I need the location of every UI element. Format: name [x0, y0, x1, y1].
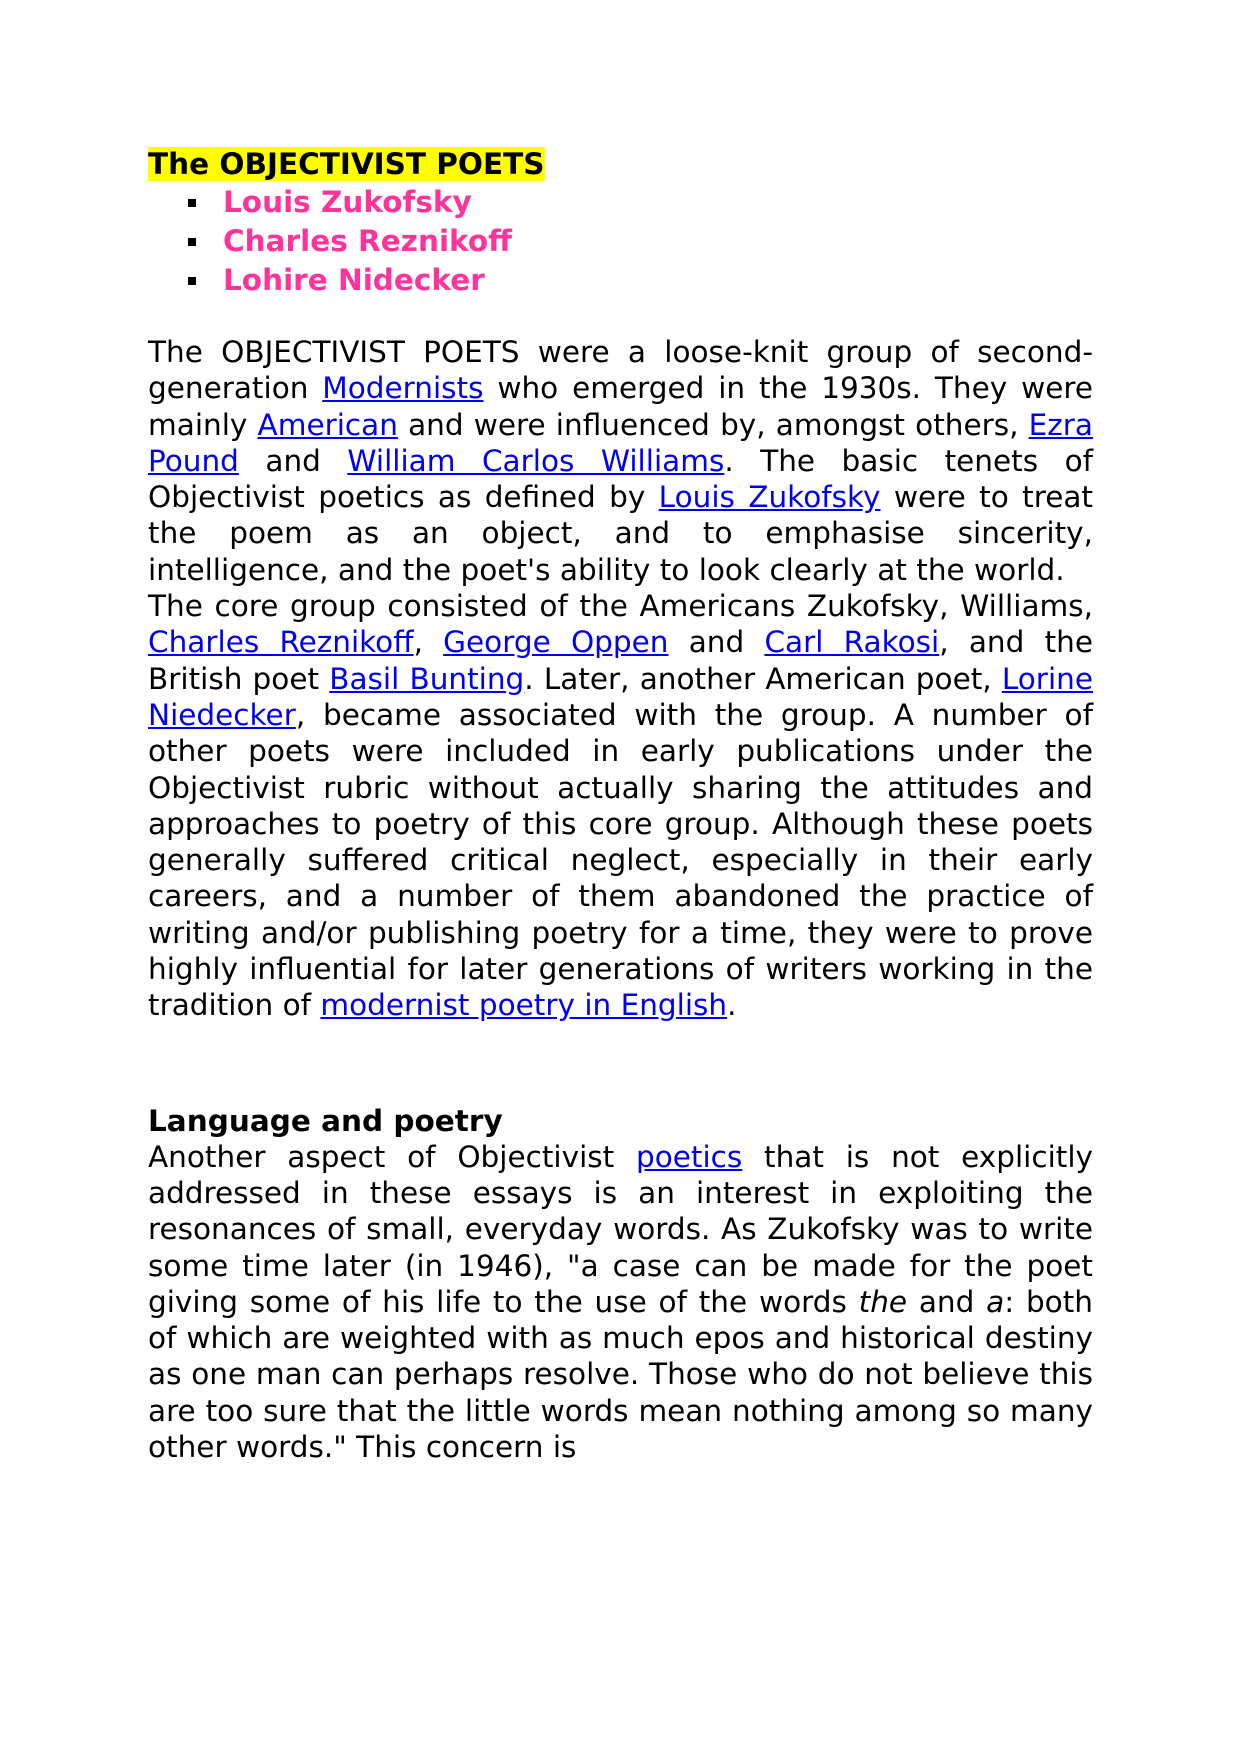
document-page	[148, 146, 1093, 1465]
link-william-carlos-williams[interactable]: William Carlos Williams	[347, 443, 725, 478]
text-run: were to treat the poem as an object, and to emphasise sincerity, intelligence, and the poet's ability to look clearly at the world.	[148, 480, 1093, 587]
text-run: .	[727, 988, 737, 1023]
section-heading: Language and poetry	[148, 1103, 503, 1138]
core-group-paragraph	[148, 588, 1093, 1024]
poet-name: Louis Zukofsky	[223, 185, 472, 219]
italic-word: a	[986, 1284, 1005, 1319]
document-title	[148, 146, 1093, 183]
text-run: and	[238, 443, 348, 478]
link-george-oppen[interactable]: George Oppen	[443, 625, 669, 660]
link-ezra-pound[interactable]: Ezra Pound	[148, 407, 1093, 478]
list-item	[188, 222, 1093, 261]
link-basil-bunting[interactable]: Basil Bunting	[329, 661, 525, 696]
text-run: and	[668, 625, 765, 660]
text-run: The OBJECTIVIST POETS were a loose-knit group of second-generation	[148, 335, 1093, 406]
list-item	[188, 261, 1093, 300]
language-paragraph	[148, 1139, 1093, 1466]
list-item	[188, 183, 1093, 222]
italic-word: the	[858, 1284, 908, 1319]
text-run: and	[907, 1284, 987, 1319]
poet-name: Lohire Nidecker	[223, 263, 485, 297]
intro-paragraph	[148, 334, 1093, 588]
text-run: . Later, another American poet,	[524, 661, 1002, 696]
link-carl-rakosi[interactable]: Carl Rakosi	[764, 625, 940, 660]
link-modernists[interactable]: Modernists	[322, 371, 484, 406]
link-american[interactable]: American	[257, 407, 398, 442]
text-run: : both of which are weighted with as much epos and historical destiny as one man can perhaps resolve. Those who do not believe this are too sure that the little words mean nothing among so many other words." This concern is	[148, 1284, 1093, 1465]
link-charles-reznikoff[interactable]: Charles Reznikoff	[148, 625, 414, 660]
link-lorine-niedecker[interactable]: Lorine Niedecker	[148, 661, 1093, 732]
title-highlight: The OBJECTIVIST POETS	[148, 147, 545, 181]
poet-name: Charles Reznikoff	[223, 224, 513, 258]
link-poetics[interactable]: poetics	[635, 1139, 743, 1174]
text-run: , and the British poet	[148, 625, 1094, 696]
text-run: . The basic tenets of Objectivist poetics as defined by	[148, 443, 1093, 515]
text-run: , became associated with the group. A number of other poets were included in early publications under the Objectivist rubric without actually sharing the attitudes and approaches to poetry of this core group. Although these poets generally suffered critical neglect, especially in their early careers, and a number of them abandoned the practice of writing and/or publishing poetry for a time, they were to prove highly influential for later generations of writers working in the tradition of	[148, 697, 1093, 1023]
text-run: ,	[413, 625, 444, 660]
square-bullet-icon	[188, 277, 196, 285]
text-run: and were influenced by, amongst others,	[397, 407, 1029, 442]
link-louis-zukofsky[interactable]: Louis Zukofsky	[658, 480, 881, 515]
text-run: The core group consisted of the Americans Zukofsky, Williams,	[148, 589, 1093, 624]
text-run: who emerged in the 1930s. They were mainly	[148, 371, 1093, 442]
poet-list	[148, 183, 1093, 300]
square-bullet-icon	[188, 199, 196, 207]
text-run: that is not explicitly addressed in these essays is an interest in exploiting the resonances of small, everyday words. As Zukofsky was to write some time later (in 1946), "a case can be made for the poet giving some of his life to the use of the words	[148, 1139, 1093, 1319]
text-run: Another aspect of Objectivist	[148, 1139, 636, 1174]
square-bullet-icon	[188, 238, 196, 246]
link-modernist-poetry-in-english[interactable]: modernist poetry in English	[320, 988, 728, 1023]
